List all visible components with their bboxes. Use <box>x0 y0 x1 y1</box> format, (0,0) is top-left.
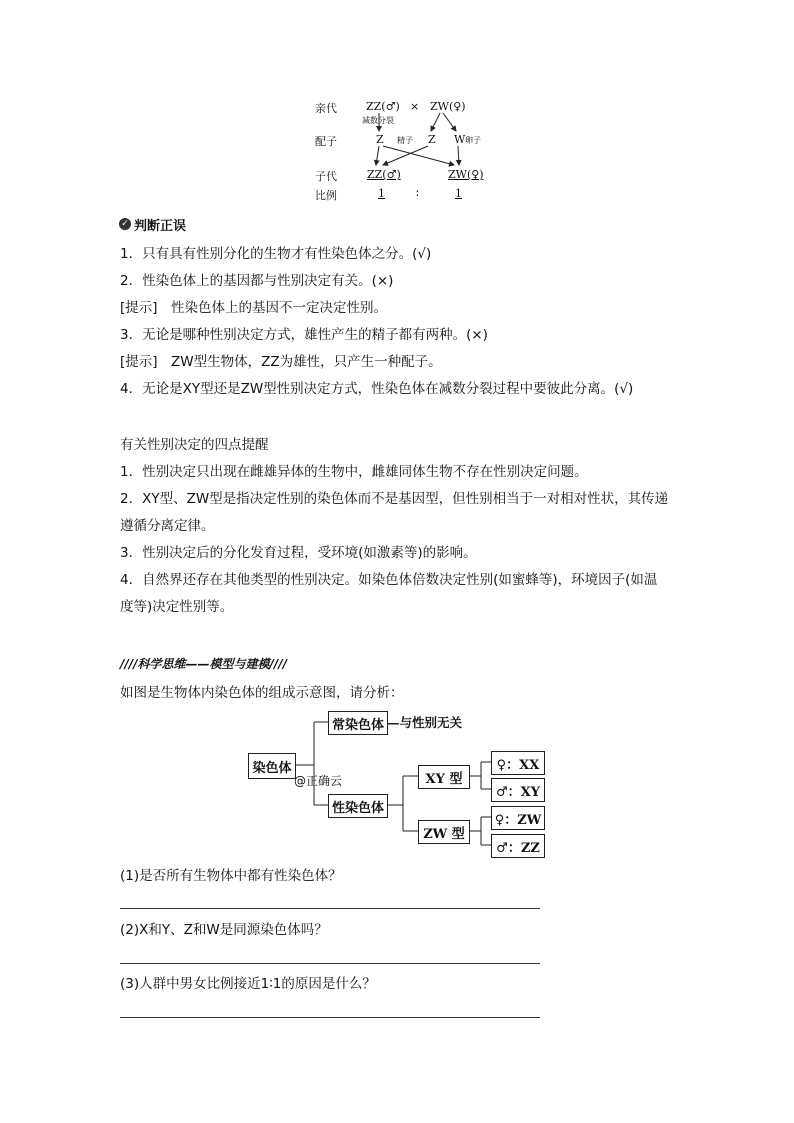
judge-item: 3．无论是哪种性别决定方式，雄性产生的精子都有两种。(×) <box>120 327 488 343</box>
reminder-line: 度等)决定性别等。 <box>120 599 234 615</box>
question-2: (2)X和Y、Z和W是同源染色体吗？ <box>120 922 328 938</box>
answer-line-1 <box>120 908 540 909</box>
gamete-z2: Z <box>428 133 436 146</box>
answer-line-3 <box>120 1017 540 1018</box>
offspring-label: 子代 <box>315 170 337 183</box>
egg-label: 卵子 <box>465 136 481 145</box>
offspring-male: ZZ(♂) <box>367 168 401 181</box>
watermark: @正确云 <box>294 774 343 788</box>
cross-symbol: × <box>410 100 420 113</box>
judge-item: 1．只有具有性别分化的生物才有性染色体之分。(√) <box>120 246 432 262</box>
science-intro: 如图是生物体内染色体的组成示意图，请分析： <box>120 685 404 701</box>
judge-item: 2．性染色体上的基因都与性别决定有关。(×) <box>120 273 394 289</box>
question-3: (3)人群中男女比例接近1∶1的原因是什么？ <box>120 976 376 992</box>
check-circle-icon: ✓ <box>119 218 131 230</box>
judge-title: 判断正误 <box>134 218 187 234</box>
ratio-right: 1 <box>455 187 462 200</box>
reminder-line: 1．性别决定只出现在雌雄异体的生物中，雌雄同体生物不存在性别决定问题。 <box>120 464 588 480</box>
meiosis-label: 减数分裂 <box>362 116 394 125</box>
gamete-w: W <box>454 133 466 146</box>
ratio-colon: ∶ <box>416 187 419 200</box>
parent-female: ZW(♀) <box>430 100 466 113</box>
parents-label: 亲代 <box>315 102 337 115</box>
science-heading: ////科学思维——模型与建模//// <box>120 657 288 671</box>
ratio-left: 1 <box>378 187 385 200</box>
gametes-label: 配子 <box>315 135 337 148</box>
zw-type-box: ZW 型 <box>418 820 470 844</box>
reminder-line: 3．性别决定后的分化发育过程，受环境(如激素等)的影响。 <box>120 545 477 561</box>
xy-female-box: ♀：XX <box>491 751 545 775</box>
parent-male: ZZ(♂) <box>366 100 400 113</box>
xy-male-box: ♂：XY <box>491 778 545 802</box>
zw-male-box: ♂：ZZ <box>491 834 545 858</box>
question-1: (1)是否所有生物体中都有性染色体？ <box>120 868 342 884</box>
sex-chromosome-box: 性染色体 <box>328 794 388 818</box>
judge-hint: [提示] ZW型生物体，ZZ为雄性，只产生一种配子。 <box>120 354 442 370</box>
sperm-label: 精子 <box>397 136 413 145</box>
answer-line-2 <box>120 963 540 964</box>
offspring-female: ZW(♀) <box>448 168 484 181</box>
reminder-line: 2．XY型、ZW型是指决定性别的染色体而不是基因型，但性别相当于一对相对性状，其传递 <box>120 491 669 507</box>
zw-female-box: ♀：ZW <box>491 806 545 830</box>
ratio-label: 比例 <box>315 189 337 202</box>
judge-item: 4．无论是XY型还是ZW型性别决定方式，性染色体在减数分裂过程中要彼此分离。(√) <box>120 381 634 397</box>
reminder-title: 有关性别决定的四点提醒 <box>120 437 269 453</box>
autosome-box: 常染色体 <box>328 711 388 735</box>
autosome-note: —与性别无关 <box>387 715 463 730</box>
reminder-line: 遵循分离定律。 <box>120 518 215 534</box>
judge-hint: [提示] 性染色体上的基因不一定决定性别。 <box>120 300 388 316</box>
chromosome-root-box: 染色体 <box>248 753 296 779</box>
xy-type-box: XY 型 <box>418 765 470 789</box>
gamete-z1: Z <box>376 133 384 146</box>
reminder-line: 4．自然界还存在其他类型的性别决定。如染色体倍数决定性别(如蜜蜂等)，环境因子(如温 <box>120 572 658 588</box>
